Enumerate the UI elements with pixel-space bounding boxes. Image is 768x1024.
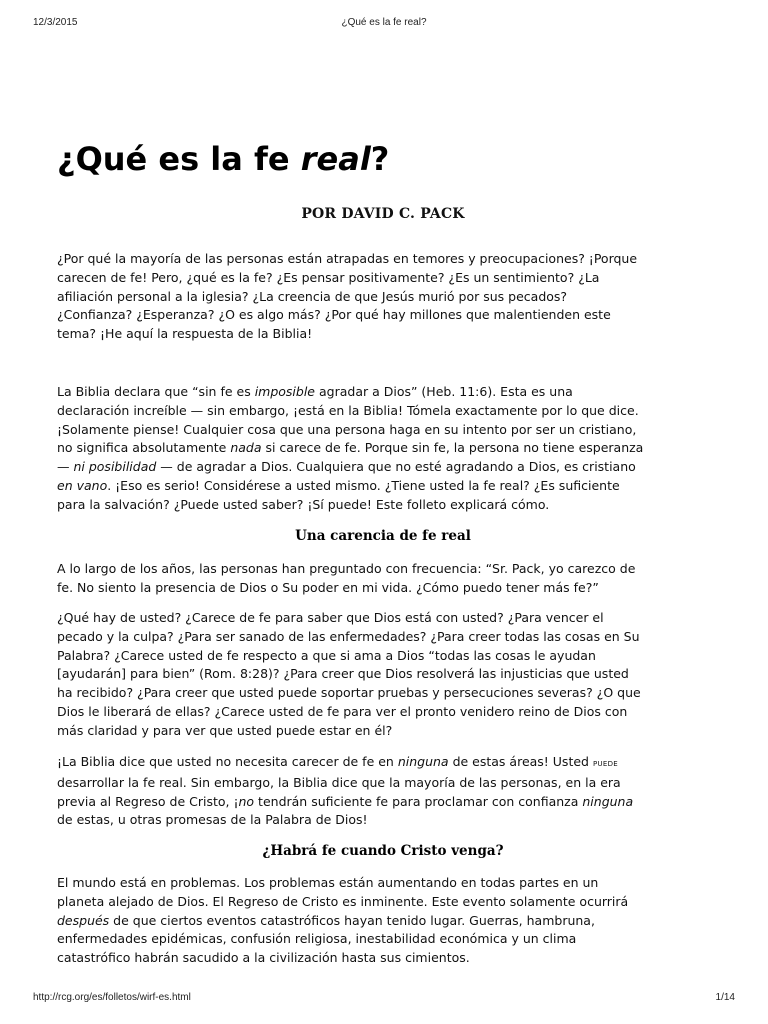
emphasis: no: [238, 793, 255, 809]
emphasis: en vano: [57, 477, 108, 493]
title-text: ¿Qué es la fe: [57, 140, 301, 178]
text-line: desarrollar la fe real. Sin embargo, la Biblia dice que la mayoría de las personas, en la era: [57, 774, 621, 790]
page-counter: 1/14: [715, 992, 735, 1003]
text-line: planeta alejado de Dios. El Regreso de Cristo es inminente. Este evento solamente ocurrirá: [57, 893, 629, 909]
emphasis: nada: [230, 440, 262, 456]
text-run: . ¡Eso es serio! Considérese a usted mismo. ¿Tiene usted la fe real? ¿Es suficiente: [107, 477, 620, 493]
text-run: no significa absolutamente: [57, 440, 231, 456]
print-date: 12/3/2015: [33, 17, 78, 28]
text-line: declaración increíble — sin embargo, ¡está en la Biblia! Tómela exactamente por lo que dice.: [57, 402, 639, 418]
text-line: Palabra? ¿Carece usted de fe respecto a que si ama a Dios “todas las cosas le ayudan: [57, 647, 596, 663]
text-run: ¡La Biblia dice que usted no necesita carecer de fe en: [57, 754, 398, 769]
text-line: [57, 383, 709, 402]
text-line: ¿Qué hay de usted? ¿Carece de fe para saber que Dios está con usted? ¿Para vencer el: [57, 610, 604, 625]
section-heading-lack-of-faith: Una carencia de fe real: [295, 528, 471, 544]
text-run: previa al Regreso de Cristo, ¡: [57, 793, 239, 809]
emphasis: después: [57, 912, 110, 928]
paragraph-bible-says: [57, 753, 709, 830]
text-line: [ayudarán] para bien” (Rom. 8:28)? ¿Para creer que Dios resolverá las injusticias que usted: [57, 666, 629, 682]
text-line: Dios le liberará de ellas? ¿Carece usted de fe para ver el pronto venidero reino de Dios con: [57, 703, 628, 719]
text-run: de que ciertos eventos catastróficos hayan tenido lugar. Guerras, hambruna,: [109, 912, 595, 928]
small-caps-word: PUEDE: [592, 760, 619, 768]
text-line: [57, 793, 709, 812]
text-line: [57, 912, 709, 931]
text-line: ha recibido? ¿Para creer que usted puede soportar pruebas y persecuciones severas? ¿O que: [57, 685, 641, 701]
intro-paragraph: [57, 250, 709, 344]
text-run: si carece de fe. Porque sin fe, la persona no tiene esperanza: [261, 440, 644, 456]
text-line: ¿Por qué la mayoría de las personas están atrapadas en temores y preocupaciones? ¡Porque: [57, 251, 638, 266]
text-run: tendrán suficiente fe para proclamar con confianza: [254, 793, 583, 809]
text-line: [57, 458, 709, 477]
paragraph-questions-asked: [57, 560, 709, 598]
text-line: más claridad y para ver que usted puede estar en él?: [57, 722, 393, 738]
text-line: carecen de fe! Pero, ¿qué es la fe? ¿Es pensar positivamente? ¿Es un sentimiento? ¿La: [57, 269, 600, 285]
author-byline: POR DAVID C. PACK: [301, 206, 465, 222]
emphasis: ninguna: [397, 754, 449, 769]
emphasis: ninguna: [582, 793, 634, 809]
text-line: catastrófico habrán sacudido a la civilización hasta sus cimientos.: [57, 950, 470, 966]
text-line: El mundo está en problemas. Los problemas están aumentando en todas partes en un: [57, 875, 599, 890]
text-run: agradar a Dios” (Heb. 11:6). Esta es una: [315, 384, 573, 399]
title-question-mark: ?: [370, 140, 390, 178]
text-line: A lo largo de los años, las personas han preguntado con frecuencia: “Sr. Pack, yo carezco de: [57, 561, 636, 576]
emphasis: imposible: [254, 384, 316, 399]
text-line: [57, 477, 709, 496]
print-page-title: ¿Qué es la fe real?: [341, 17, 427, 28]
paragraph-what-about-you: [57, 609, 709, 741]
text-line: [57, 753, 709, 774]
text-line: ¿Confianza? ¿Esperanza? ¿O es algo más? ¿Por qué hay millones que malentienden este: [57, 307, 611, 323]
page-url: http://rcg.org/es/folletos/wirf-es.html: [33, 992, 191, 1003]
print-header: [33, 17, 735, 31]
text-run: de estas áreas! Usted: [448, 754, 593, 769]
text-line: afiliación personal a la iglesia? ¿La creencia de que Jesús murió por sus pecados?: [57, 288, 568, 304]
emphasis: ni posibilidad: [73, 459, 157, 475]
text-line: [57, 439, 709, 458]
text-line: fe. No siento la presencia de Dios o Su poder en mi vida. ¿Cómo puedo tener más fe?”: [57, 579, 599, 595]
text-line: pecado y la culpa? ¿Para ser sanado de las enfermedades? ¿Para creer todas las cosas en Su: [57, 628, 640, 644]
text-line: para la salvación? ¿Puede usted saber? ¡Sí puede! Este folleto explicará cómo.: [57, 496, 550, 512]
text-run: La Biblia declara que “sin fe es: [57, 384, 255, 399]
text-line: enfermedades epidémicas, confusión religiosa, inestabilidad económica y un clima: [57, 931, 577, 947]
print-footer: [33, 992, 735, 1006]
paragraph-world-in-trouble: [57, 874, 709, 968]
title-italic-word: real: [300, 140, 371, 178]
text-line: tema? ¡He aquí la respuesta de la Biblia!: [57, 326, 313, 342]
section-heading-faith-when-christ-comes: ¿Habrá fe cuando Cristo venga?: [262, 843, 504, 859]
paragraph-faith-impossible: [57, 383, 709, 515]
text-line: ¡Solamente piense! Cualquier cosa que una persona haga en su intento por ser un cristiano,: [57, 421, 637, 437]
text-run: —: [57, 459, 74, 475]
text-line: de estas, u otras promesas de la Palabra de Dios!: [57, 812, 368, 828]
article-title: [57, 140, 389, 178]
text-run: — de agradar a Dios. Cualquiera que no esté agradando a Dios, es cristiano: [156, 459, 636, 475]
